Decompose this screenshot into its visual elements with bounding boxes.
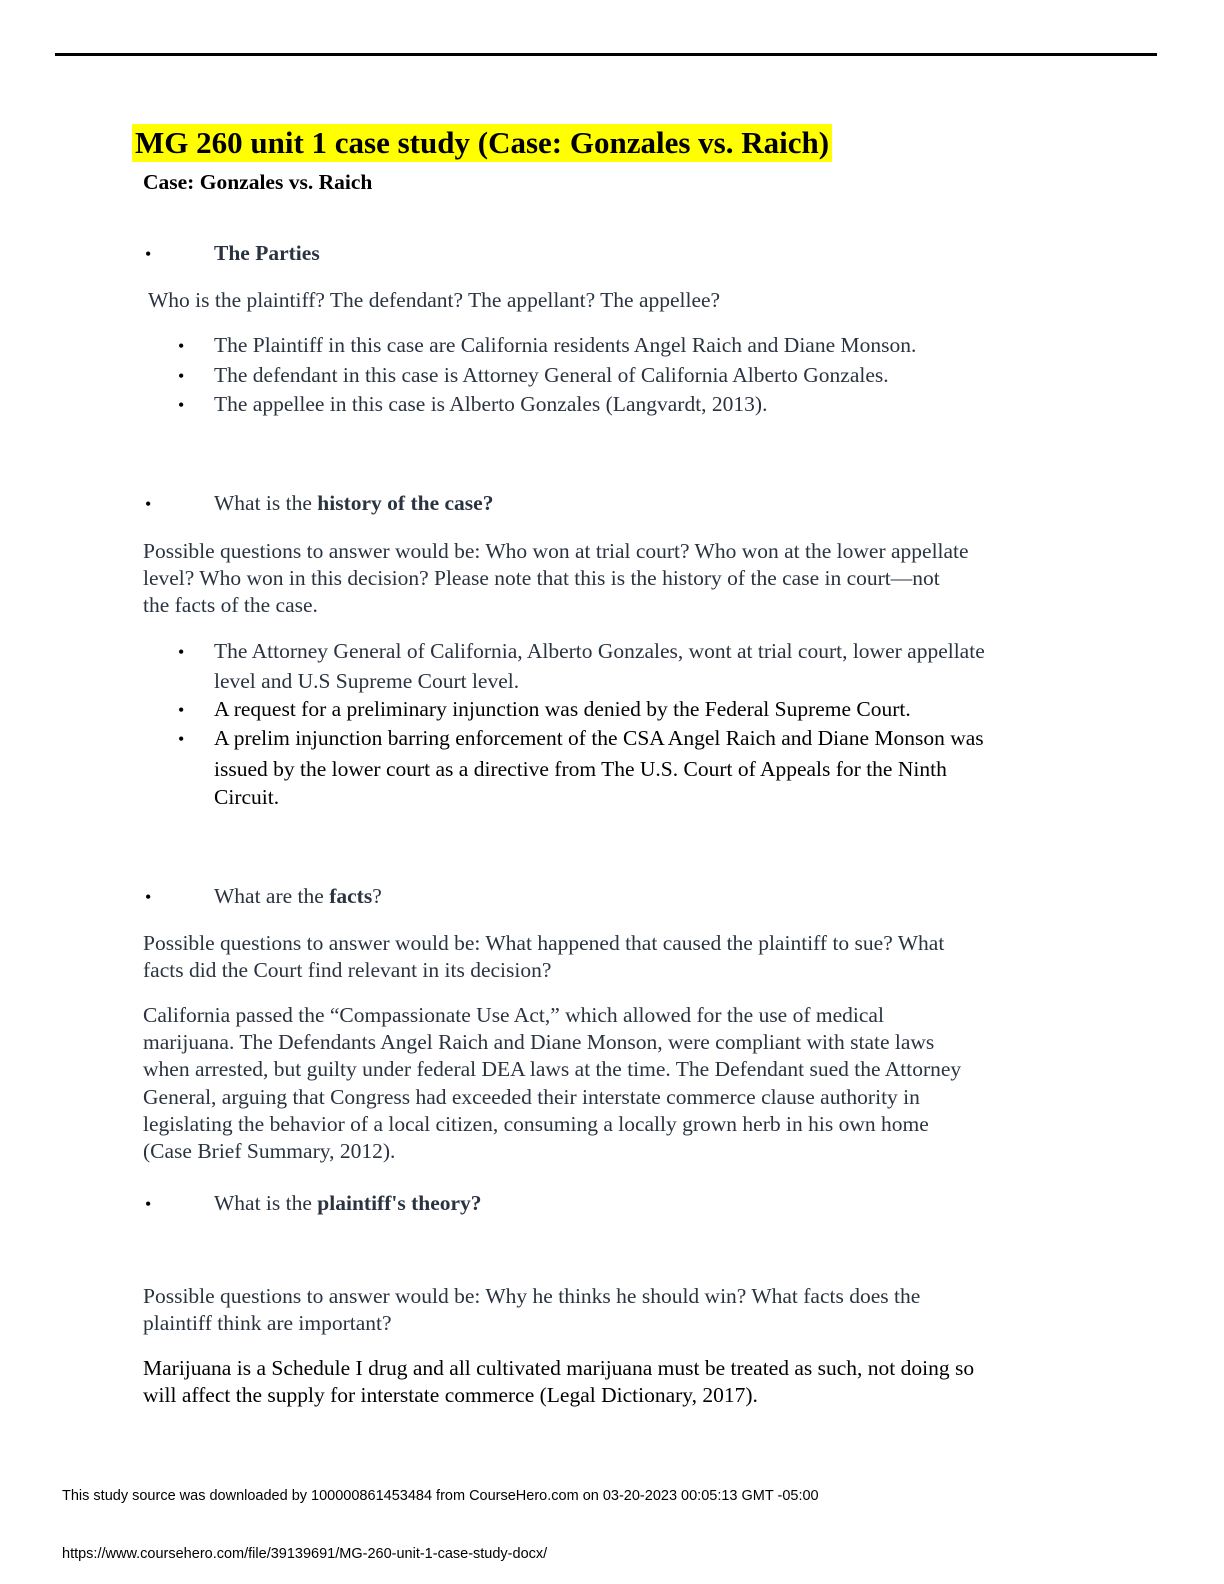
- source-url-link[interactable]: https://www.coursehero.com/file/39139691/MG-260-unit-1-case-study-docx/: [62, 1546, 548, 1562]
- facts-answer-line: California passed the “Compassionate Use Act,” which allowed for the use of medical: [143, 1003, 884, 1027]
- facts-question-line: Possible questions to answer would be: What happened that caused the plaintiff to sue? What: [143, 931, 945, 955]
- parties-question: Who is the plaintiff? The defendant? The appellant? The appellee?: [148, 288, 721, 312]
- theory-question-line: plaintiff think are important?: [143, 1311, 392, 1335]
- heading-bold-text: facts: [329, 884, 373, 908]
- heading-text: What are the: [214, 884, 330, 908]
- case-subtitle: Case: Gonzales vs. Raich: [143, 170, 373, 194]
- heading-text: What is the: [214, 491, 318, 515]
- source-footer: This study source was downloaded by 100000861453484 from CourseHero.com on 03-20-2023 00:05:13 GMT -05:00: [62, 1488, 819, 1504]
- facts-answer-line: when arrested, but guilty under federal DEA laws at the time. The Defendant sued the Attorney: [143, 1057, 962, 1081]
- bullet-icon: •: [178, 700, 185, 720]
- list-item: The appellee in this case is Alberto Gonzales (Langvardt, 2013).: [214, 392, 768, 416]
- theory-answer-line: Marijuana is a Schedule I drug and all cultivated marijuana must be treated as such, not doing so: [143, 1356, 975, 1380]
- list-item-line: level and U.S Supreme Court level.: [214, 669, 520, 693]
- list-item-line: Circuit.: [214, 785, 280, 809]
- facts-answer-line: legislating the behavior of a local citizen, consuming a locally grown herb in his own home: [143, 1112, 929, 1136]
- theory-question-line: Possible questions to answer would be: Why he thinks he should win? What facts does the: [143, 1284, 921, 1308]
- bullet-icon: •: [178, 729, 185, 749]
- history-question-line: Possible questions to answer would be: Who won at trial court? Who won at the lower appellate: [143, 539, 969, 563]
- bullet-icon: •: [178, 336, 185, 356]
- bullet-icon: •: [178, 642, 185, 662]
- heading-text: What is the: [214, 1191, 318, 1215]
- bullet-icon: •: [145, 494, 152, 514]
- bullet-icon: •: [178, 366, 185, 386]
- bullet-icon: •: [145, 1194, 152, 1214]
- section-heading-theory: [214, 1190, 482, 1217]
- facts-question-line: facts did the Court find relevant in its decision?: [143, 958, 552, 982]
- list-item: The defendant in this case is Attorney General of California Alberto Gonzales.: [214, 363, 889, 387]
- section-heading-facts: [214, 883, 382, 910]
- facts-answer-line: marijuana. The Defendants Angel Raich and Diane Monson, were compliant with state laws: [143, 1030, 935, 1054]
- section-heading-history: [214, 490, 493, 517]
- heading-bold-text: history of the case?: [317, 491, 494, 515]
- top-rule: [55, 53, 1157, 56]
- list-item: The Plaintiff in this case are California residents Angel Raich and Diane Monson.: [214, 333, 917, 357]
- list-item-line: A request for a preliminary injunction was denied by the Federal Supreme Court.: [214, 697, 911, 721]
- history-question-line: level? Who won in this decision? Please note that this is the history of the case in court—not: [143, 566, 940, 590]
- list-item-line: A prelim injunction barring enforcement of the CSA Angel Raich and Diane Monson was: [214, 726, 984, 750]
- facts-answer-line: General, arguing that Congress had exceeded their interstate commerce clause authority in: [143, 1085, 920, 1109]
- list-item-line: issued by the lower court as a directive from The U.S. Court of Appeals for the Ninth: [214, 757, 947, 781]
- theory-answer-line: will affect the supply for interstate commerce (Legal Dictionary, 2017).: [143, 1383, 758, 1407]
- heading-text: ?: [372, 884, 382, 908]
- facts-answer-line: (Case Brief Summary, 2012).: [143, 1139, 396, 1163]
- list-item-line: The Attorney General of California, Alberto Gonzales, wont at trial court, lower appellate: [214, 639, 985, 663]
- bullet-icon: •: [145, 887, 152, 907]
- heading-bold-text: plaintiff's theory?: [317, 1191, 482, 1215]
- document-title: MG 260 unit 1 case study (Case: Gonzales vs. Raich): [132, 124, 832, 162]
- bullet-icon: •: [145, 244, 152, 264]
- history-question-line: the facts of the case.: [143, 593, 318, 617]
- bullet-icon: •: [178, 395, 185, 415]
- section-heading-parties: The Parties: [214, 241, 320, 265]
